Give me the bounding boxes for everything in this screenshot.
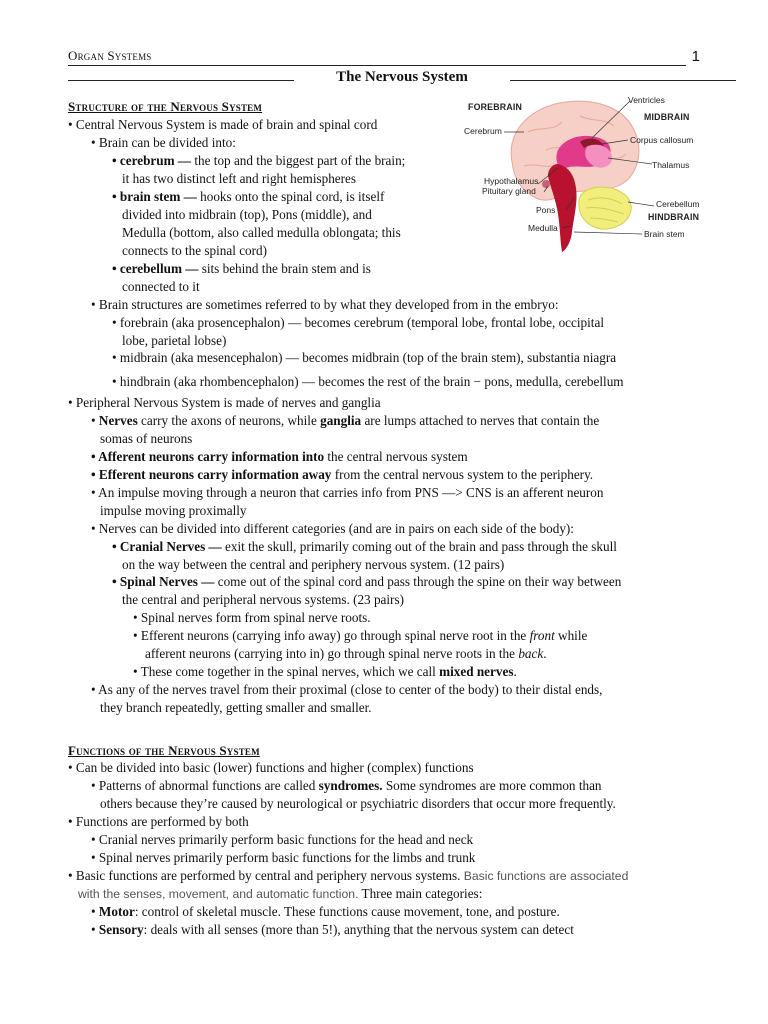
bullet-branching: • As any of the nerves travel from their proximal (close to center of the body) to their distal ends, <box>91 682 603 697</box>
bullet-brain-stem-cont-3: connects to the spinal cord) <box>122 243 268 258</box>
bullet-embryo: • Brain structures are sometimes referred to by what they developed from in the embryo: <box>91 297 559 312</box>
bullet-cranial-nerves-cont: on the way between the central and periphery nervous system. (12 pairs) <box>122 557 505 572</box>
bullet-afferent: • Afferent neurons carry information into the central nervous system <box>91 449 468 464</box>
bullet-brain-stem: • brain stem — hooks onto the spinal cord, is itself <box>112 189 385 204</box>
bullet-spinal-functions: • Spinal nerves primarily perform basic functions for the limbs and trunk <box>91 850 476 865</box>
bullet-brain-divided: • Brain can be divided into: <box>91 135 236 150</box>
page-number: 1 <box>691 48 700 65</box>
bullet-performed-by: • Functions are performed by both <box>68 814 249 829</box>
title-row <box>68 68 668 90</box>
bullet-impulse: • An impulse moving through a neuron that carries info from PNS —> CNS is an afferent neuron <box>91 485 604 500</box>
label-cerebellum: Cerebellum <box>656 199 700 209</box>
label-pons: Pons <box>536 205 556 215</box>
bullet-branching-cont: they branch repeatedly, getting smaller and smaller. <box>100 700 372 715</box>
bullet-forebrain: • forebrain (aka prosencephalon) — becomes cerebrum (temporal lobe, frontal lobe, occipital <box>112 315 604 330</box>
title-rule-right <box>510 80 736 81</box>
label-thalamus: Thalamus <box>652 160 690 170</box>
brain-diagram <box>462 92 734 260</box>
section-heading-functions: Functions of the Nervous System <box>68 743 260 758</box>
bullet-syndromes-cont: others because they’re caused by neurological or psychiatric disorders that occur more frequently. <box>100 796 616 811</box>
bullet-cranial-nerves: • Cranial Nerves — exit the skull, primarily coming out of the brain and pass through the skull <box>112 539 617 554</box>
bullet-efferent-roots: • Efferent neurons (carrying info away) go through spinal nerve root in the front while <box>133 628 588 643</box>
bullet-spinal-nerves: • Spinal Nerves — come out of the spinal cord and pass through the spine on their way between <box>112 574 622 589</box>
bullet-spinal-nerves-cont: the central and peripheral nervous systems. (23 pairs) <box>122 592 404 607</box>
label-ventricles: Ventricles <box>628 95 665 105</box>
label-midbrain: MIDBRAIN <box>644 112 690 122</box>
bullet-cerebellum: • cerebellum — sits behind the brain stem and is <box>112 261 371 276</box>
bullet-basic-higher: • Can be divided into basic (lower) functions and higher (complex) functions <box>68 760 474 775</box>
label-corpus-callosum: Corpus callosum <box>630 135 694 145</box>
bullet-cerebrum-cont: it has two distinct left and right hemispheres <box>122 171 357 186</box>
bullet-brain-stem-cont-2: Medulla (bottom, also called medulla oblongata; this <box>122 225 401 240</box>
bullet-nerves-cont: somas of neurons <box>100 431 193 446</box>
label-hypothalamus: Hypothalamus <box>484 176 539 186</box>
label-medulla: Medulla <box>528 223 558 233</box>
header-title: Organ Systems <box>68 48 152 63</box>
bullet-nerves: • Nerves carry the axons of neurons, while ganglia are lumps attached to nerves that contain the <box>91 413 600 428</box>
running-header <box>68 47 700 66</box>
label-pituitary: Pituitary gland <box>482 186 536 196</box>
bullet-cns: • Central Nervous System is made of brain and spinal cord <box>68 117 378 132</box>
bullet-midbrain: • midbrain (aka mesencephalon) — becomes midbrain (top of the brain stem), substantia niagra <box>112 350 617 365</box>
label-hindbrain: HINDBRAIN <box>648 212 700 222</box>
bullet-basic-functions-cont: with the senses, movement, and automatic function. Three main categories: <box>78 886 483 901</box>
title-rule-left <box>68 80 294 81</box>
bullet-syndromes: • Patterns of abnormal functions are called syndromes. Some syndromes are more common than <box>91 778 602 793</box>
bullet-forebrain-cont: lobe, parietal lobse) <box>122 333 227 348</box>
bullet-brain-stem-cont-1: divided into midbrain (top), Pons (middle), and <box>122 207 372 222</box>
bullet-hindbrain: • hindbrain (aka rhombencephalon) — becomes the rest of the brain − pons, medulla, cerebellum <box>112 374 624 389</box>
bullet-basic-functions: • Basic functions are performed by central and periphery nervous systems. Basic functions are associated <box>68 868 629 883</box>
label-forebrain: FOREBRAIN <box>468 102 523 112</box>
bullet-motor: • Motor: control of skeletal muscle. These functions cause movement, tone, and posture. <box>91 904 560 919</box>
page-title: The Nervous System <box>336 69 468 85</box>
bullet-mixed-nerves: • These come together in the spinal nerves, which we call mixed nerves. <box>133 664 517 679</box>
bullet-pns: • Peripheral Nervous System is made of nerves and ganglia <box>68 395 381 410</box>
label-brain-stem: Brain stem <box>644 229 685 239</box>
bullet-sensory: • Sensory: deals with all senses (more than 5!), anything that the nervous system can detect <box>91 922 574 937</box>
bullet-spinal-roots: • Spinal nerves form from spinal nerve roots. <box>133 610 371 625</box>
bullet-afferent-roots: afferent neurons (carrying into in) go through spinal nerve roots in the back. <box>145 646 547 661</box>
bullet-cerebrum: • cerebrum — the top and the biggest part of the brain; <box>112 153 406 168</box>
bullet-efferent: • Efferent neurons carry information away from the central nervous system to the periphery. <box>91 467 594 482</box>
bullet-cranial-functions: • Cranial nerves primarily perform basic functions for the head and neck <box>91 832 474 847</box>
bullet-cerebellum-cont: connected to it <box>122 279 200 294</box>
bullet-impulse-cont: impulse moving proximally <box>100 503 247 518</box>
label-cerebrum: Cerebrum <box>464 126 502 136</box>
section-heading-structure: Structure of the Nervous System <box>68 99 263 114</box>
bullet-categories: • Nerves can be divided into different categories (and are in pairs on each side of the body): <box>91 521 574 536</box>
